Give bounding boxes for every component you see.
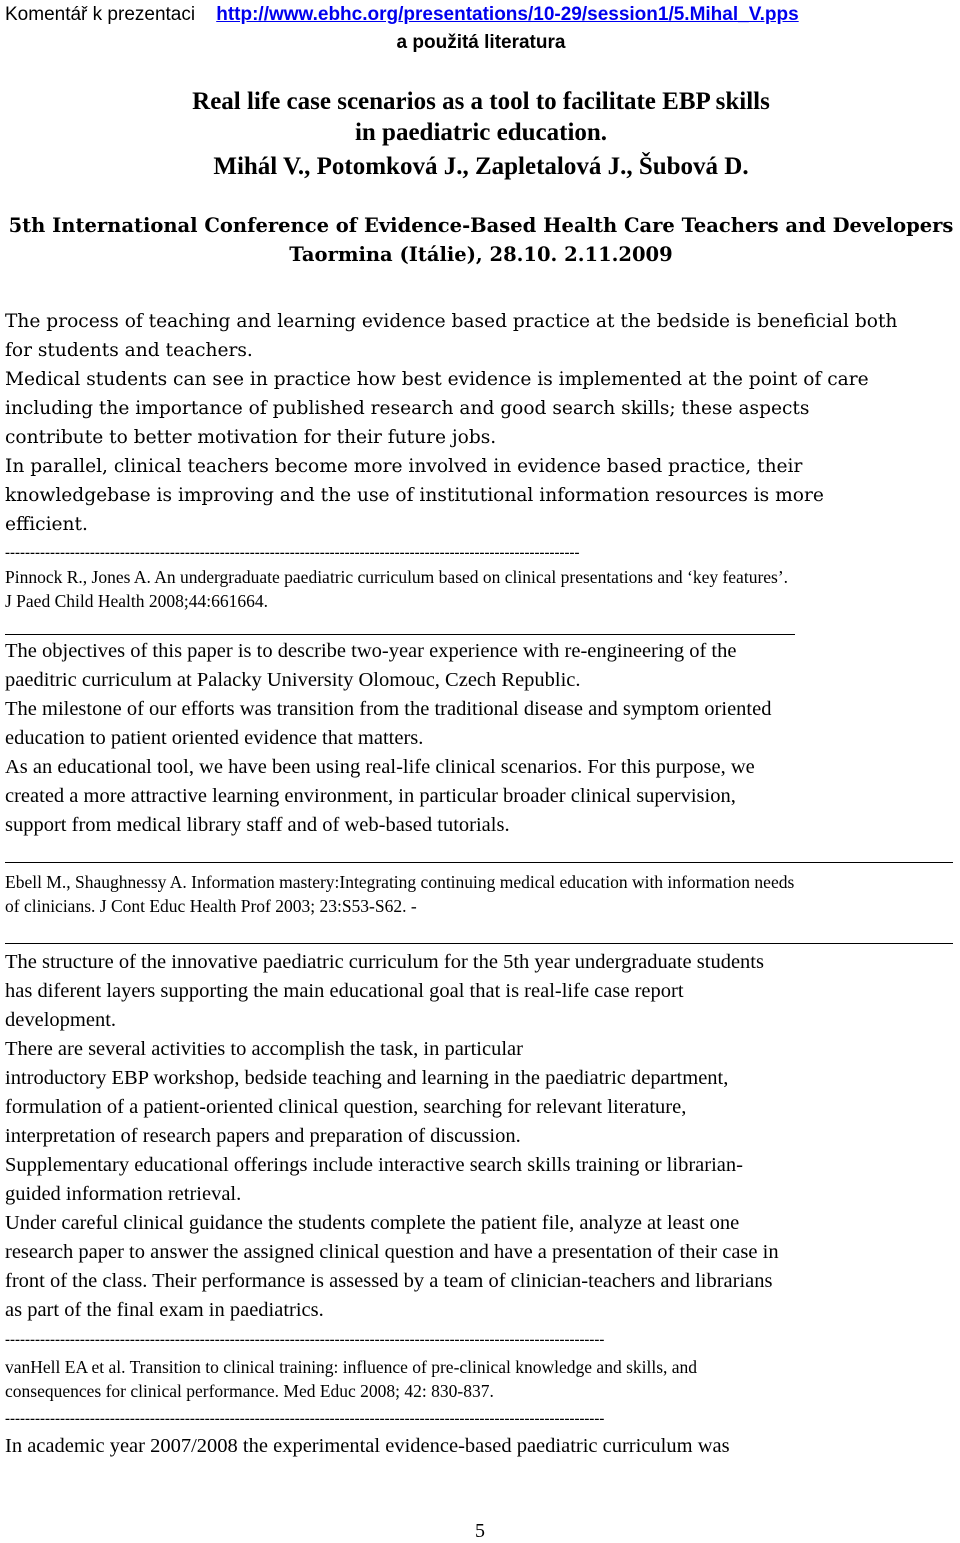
text-line: The process of teaching and learning evidence based practice at the bedside is beneficial both [5,311,898,332]
text-line: As an educational tool, we have been using real-life clinical scenarios. For this purpose, we [5,756,755,778]
text-line: efficient. [5,514,88,535]
text-line: The structure of the innovative paediatric curriculum for the 5th year undergraduate students [5,951,764,973]
text-line: formulation of a patient-oriented clinical question, searching for relevant literature, [5,1096,687,1118]
reference-line: Ebell M., Shaughnessy A. Information mastery:Integrating continuing medical education with information needs [5,872,795,892]
conference-name: 5th International Conference of Evidence-Based Health Care Teachers and Developers [8,214,954,237]
paper-title-line-1: Real life case scenarios as a tool to facilitate EBP skills [192,88,770,115]
text-line: There are several activities to accomplish the task, in particular [5,1038,523,1060]
reference-3 [5,1355,957,1403]
text-line: guided information retrieval. [5,1183,242,1205]
section-2 [5,637,957,840]
separator-dashes-1: ------------------------------------------------------------------------------------------------------------------- [5,545,580,561]
reference-line: of clinicians. J Cont Educ Health Prof 2003; 23:S53-S62. - [5,896,417,916]
text-line: research paper to answer the assigned clinical question and have a presentation of their case in [5,1241,779,1263]
text-line: contribute to better motivation for their future jobs. [5,427,497,448]
text-line: Under careful clinical guidance the students complete the patient file, analyze at least one [5,1212,740,1234]
conference-location-date: Taormina (Itálie), 28.10. 2.11.2009 [289,243,673,266]
text-line: paeditric curriculum at Palacky University Olomouc, Czech Republic. [5,669,581,691]
paper-title-line-2: in paediatric education. [354,119,608,146]
text-line: support from medical library staff and of web-based tutorials. [5,814,510,836]
separator-dashes-3: ------------------------------------------------------------------------------------------------------------------------ [5,1411,605,1427]
text-line: development. [5,1009,117,1031]
text-line: created a more attractive learning environment, in particular broader clinical supervision, [5,785,736,807]
text-line: education to patient oriented evidence that matters. [5,727,424,749]
reference-line: Pinnock R., Jones A. An undergraduate paediatric curriculum based on clinical presentations and ‘key features’. [5,567,789,587]
page-number: 5 [475,1520,485,1542]
text-line: for students and teachers. [5,340,253,361]
section-1 [5,307,957,539]
presentation-link[interactable]: http://www.ebhc.org/presentations/10-29/session1/5.Mihal_V.pps [216,4,799,25]
reference-line: consequences for clinical performance. Med Educ 2008; 42: 830-837. [5,1381,494,1401]
text-line: interpretation of research papers and preparation of discussion. [5,1125,521,1147]
section-4 [5,1432,957,1461]
text-line: introductory EBP workshop, bedside teaching and learning in the paediatric department, [5,1067,729,1089]
reference-2 [5,870,957,918]
text-line: including the importance of published research and good search skills; these aspects [5,398,810,419]
header-label: Komentář k prezentaci [5,4,196,25]
header-row [5,2,799,28]
separator-rule-3 [5,943,953,944]
header-subtitle: a použitá literatura [396,32,566,53]
text-line: front of the class. Their performance is assessed by a team of clinician-teachers and librarians [5,1270,773,1292]
text-line: In academic year 2007/2008 the experimental evidence-based paediatric curriculum was [5,1435,730,1457]
separator-rule-1 [5,634,795,635]
reference-line: J Paed Child Health 2008;44:661664. [5,591,268,611]
text-line: as part of the final exam in paediatrics. [5,1299,324,1321]
reference-1 [5,565,957,613]
paper-authors: Mihál V., Potomková J., Zapletalová J., Šubová D. [213,153,749,180]
text-line: The objectives of this paper is to describe two-year experience with re-engineering of the [5,640,737,662]
text-line: In parallel, clinical teachers become more involved in evidence based practice, their [5,456,803,477]
text-line: The milestone of our efforts was transition from the traditional disease and symptom oriented [5,698,772,720]
text-line: has diferent layers supporting the main educational goal that is real-life case report [5,980,684,1002]
separator-rule-2 [5,862,953,863]
text-line: knowledgebase is improving and the use of institutional information resources is more [5,485,824,506]
reference-line: vanHell EA et al. Transition to clinical training: influence of pre-clinical knowledge and skills, and [5,1357,698,1377]
text-line: Supplementary educational offerings include interactive search skills training or librarian- [5,1154,743,1176]
separator-dashes-2: ------------------------------------------------------------------------------------------------------------------------ [5,1332,605,1348]
section-3 [5,948,957,1325]
text-line: Medical students can see in practice how best evidence is implemented at the point of care [5,369,869,390]
